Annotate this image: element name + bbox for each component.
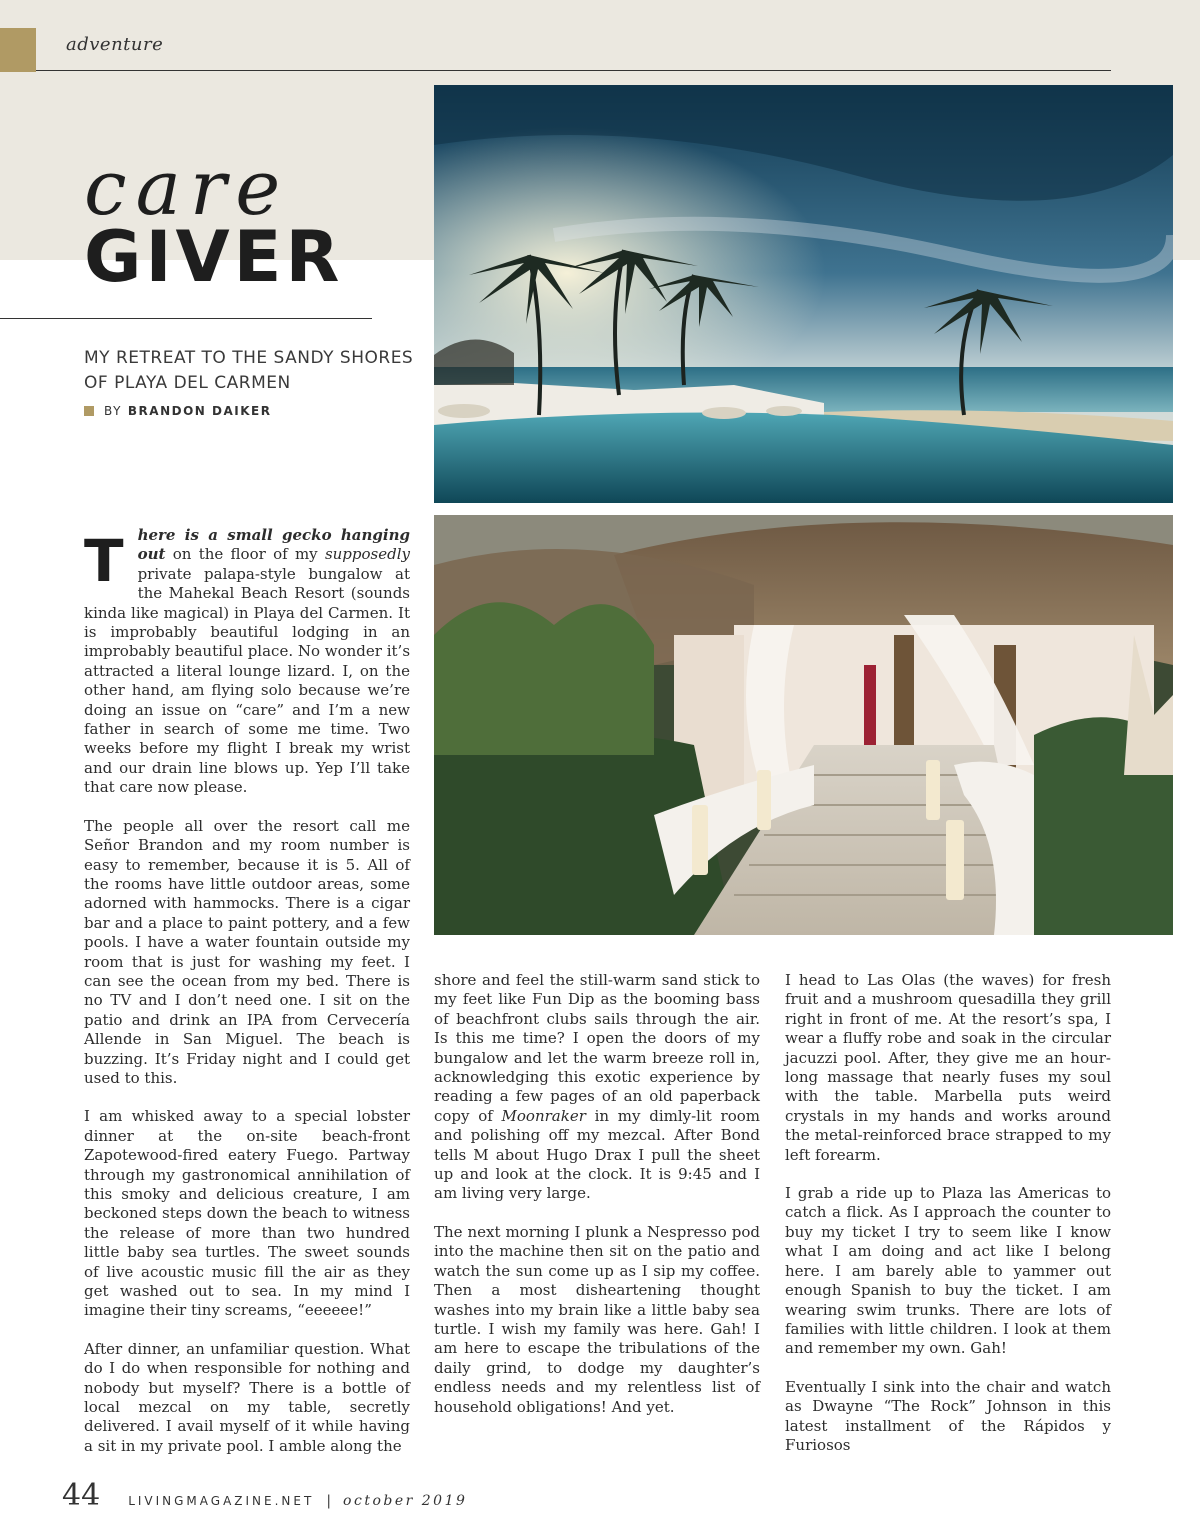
paragraph-5-text-a: shore and feel the still-warm sand stick to my feet like Fun Dip as the booming bass of beachfront clubs sails through the air. Is this me time? I open the doors of my bungalow and let the warm breeze roll in, acknowledging this exotic experience by reading a few pages of an old paperback copy of [434, 971, 760, 1125]
article-column-3 [785, 971, 1111, 1474]
paragraph-3: I am whisked away to a special lobster dinner at the on-site beach-front Zapotewood-fired eatery Fuego. Partway through my gastronomical annihilation of this smoky and delicious creature, I am beckoned steps down the beach to witness the release of more than two hundred little baby sea turtles. The sweet sounds of live acoustic music fill the air as they get washed out to sea. In my mind I imagine their tiny screams, “eeeeee!” [84, 1107, 410, 1320]
paragraph-7: I head to Las Olas (the waves) for fresh fruit and a mushroom quesadilla they grill right in front of me. At the resort’s spa, I wear a fluffy robe and soak in the circular jacuzzi pool. After, they give me an hour-long massage that nearly fuses my soul with the table. Marbella puts weird crystals in my hands and works around the metal-reinforced brace strapped to my left forearm. [785, 971, 1111, 1164]
book-title: Moonraker [501, 1106, 586, 1125]
paragraph-8: I grab a ride up to Plaza las Americas to catch a flick. As I approach the counter to buy my ticket I try to seem like I know what I am doing and act like I belong here. I am barely able to yammer out enough Spanish to buy the ticket. I am wearing swim trunks. There are lots of families with little children. I look at them and remember my own. Gah! [785, 1184, 1111, 1358]
byline [84, 404, 271, 418]
section-corner-marker [0, 28, 36, 72]
paragraph-1-text-a: on the floor of my [165, 545, 325, 564]
byline-by: BY [104, 404, 122, 418]
byline-square-icon [84, 406, 94, 416]
paragraph-5-text-b: in my dimly-lit room and polishing off my mezcal. After Bond tells M about Hugo Drax I pull the sheet up and look at the clock. It is 9:45 and I am living very large. [434, 1106, 760, 1203]
paragraph-1-emphasis: supposedly [324, 545, 410, 564]
title-rule [0, 318, 372, 319]
title-bold: GIVER [84, 216, 344, 298]
paragraph-9: Eventually I sink into the chair and watch as Dwayne “The Rock” Johnson in this latest installment of the Rápidos y Furiosos [785, 1377, 1111, 1454]
beach-infinity-pool-photo [434, 85, 1173, 503]
title-script: care [84, 143, 290, 232]
paragraph-4: After dinner, an unfamiliar question. What do I do when responsible for nothing and nobody but myself? There is a bottle of local mezcal on my table, secretly delivered. I avail myself of it while having a sit in my private pool. I amble along the [84, 1339, 410, 1455]
header-rule [36, 70, 1111, 71]
page-number: 44 [62, 1478, 101, 1513]
paragraph-1 [84, 526, 410, 798]
spa-walkway-photo [434, 515, 1173, 935]
paragraph-5 [434, 971, 760, 1204]
site-url: LIVINGMAGAZINE.NET [128, 1494, 315, 1508]
byline-author: BRANDON DAIKER [127, 404, 272, 418]
paragraph-1-text-b: private palapa-style bungalow at the Mahekal Beach Resort (sounds kinda like magical) in Playa del Carmen. It is improbably beautiful lodging in an improbably beautiful place. No wonder it’s attracted a literal lounge lizard. I, on the other hand, am flying solo because we’re doing an issue on “care” and I’m a new father in search of some me time. Two weeks before my flight I break my wrist and our drain line blows up. Yep I’ll take that care now please. [84, 564, 411, 797]
issue-date: october 2019 [343, 1493, 468, 1509]
article-column-1 [84, 526, 410, 1475]
page-footer [62, 1478, 467, 1513]
article-column-2 [434, 971, 760, 1436]
article-subtitle: MY RETREAT TO THE SANDY SHORES OF PLAYA DEL CARMEN [84, 348, 414, 393]
section-label: adventure [66, 34, 164, 55]
lead-in: here is a small gecko hanging out [137, 526, 410, 564]
drop-cap: T [84, 527, 124, 595]
footer-separator: | [326, 1493, 332, 1509]
paragraph-2: The people all over the resort call me Señor Brandon and my room number is easy to remember, because it is 5. All of the rooms have little outdoor areas, some adorned with hammocks. There is a cigar bar and a place to paint pottery, and a few pools. I have a water fountain outside my room that is just for washing my feet. I can see the ocean from my bed. There is no TV and I don’t need one. I sit on the patio and drink an IPA from Cervecería Allende in San Miguel. The beach is buzzing. It’s Friday night and I could get used to this. [84, 816, 410, 1087]
paragraph-6: The next morning I plunk a Nespresso pod into the machine then sit on the patio and watch the sun come up as I sip my coffee. Then a most disheartening thought washes into my brain like a little baby sea turtle. I wish my family was here. Gah! I am here to escape the tribulations of the daily grind, to dodge my daughter’s endless needs and my relentless list of household obligations! And yet. [434, 1222, 760, 1416]
